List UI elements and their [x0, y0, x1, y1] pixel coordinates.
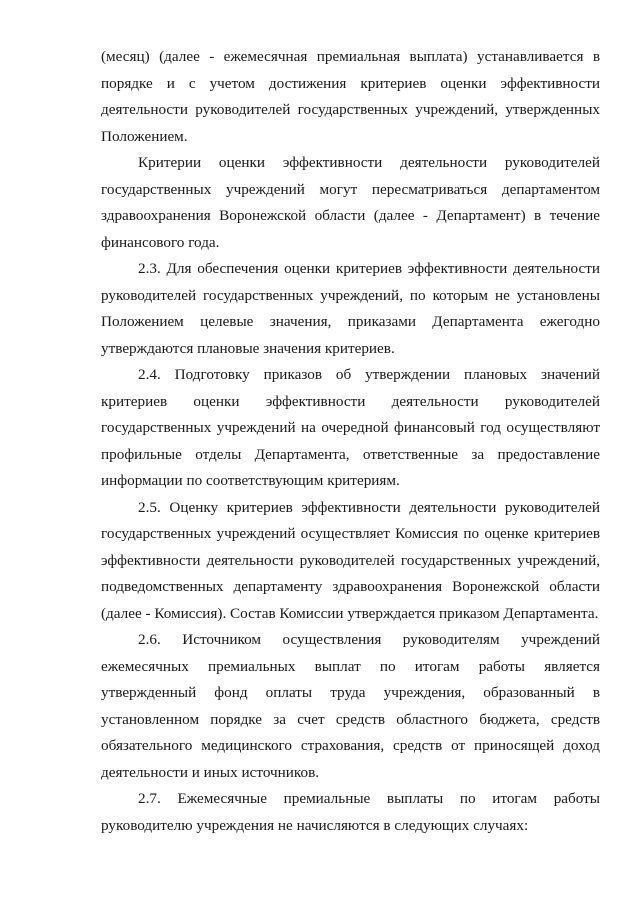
paragraph-2-3: 2.3. Для обеспечения оценки критериев эффективности деятельности руководителей государственных учреждений, по которым не установлены Положением целевые значения, приказами Департамента ежегодно утверждаются плановые значения критериев.: [101, 260, 600, 357]
paragraph-2-4: 2.4. Подготовку приказов об утверждении плановых значений критериев оценки эффективности деятельности руководителей государственных учреждений на очередной финансовый год осуществляют профильные отделы Департамента, ответственные за предоставление информации по соответствующим критериям.: [101, 366, 600, 489]
paragraph-2-6: 2.6. Источником осуществления руководителям учреждений ежемесячных премиальных выплат по итогам работы является утвержденный фонд оплаты труда учреждения, образованный в установленном порядке за счет средств областного бюджета, средств обязательного медицинского страхования, средств от приносящей доход деятельности и иных источников.: [101, 631, 600, 781]
paragraph-2-5: 2.5. Оценку критериев эффективности деятельности руководителей государственных учреждений осуществляет Комиссия по оценке критериев эффективности деятельности руководителей государственных учреждений, подведомственных департаменту здравоохранения Воронежской области (далее - Комиссия). Состав Комиссии утверждается приказом Департамента.: [101, 498, 600, 622]
paragraph-criteria-review: Критерии оценки эффективности деятельности руководителей государственных учреждений могут пересматриваться департаментом здравоохранения Воронежской области (далее - Департамент) в течение финансового года.: [101, 154, 600, 251]
paragraph-2-7: 2.7. Ежемесячные премиальные выплаты по итогам работы руководителю учреждения не начисляются в следующих случаях:: [101, 790, 600, 834]
paragraph-continuation: (месяц) (далее - ежемесячная премиальная выплата) устанавливается в порядке и с учетом достижения критериев оценки эффективности деятельности руководителей государственных учреждений, утвержденных Положением.: [101, 48, 600, 145]
document-body: [101, 44, 600, 839]
